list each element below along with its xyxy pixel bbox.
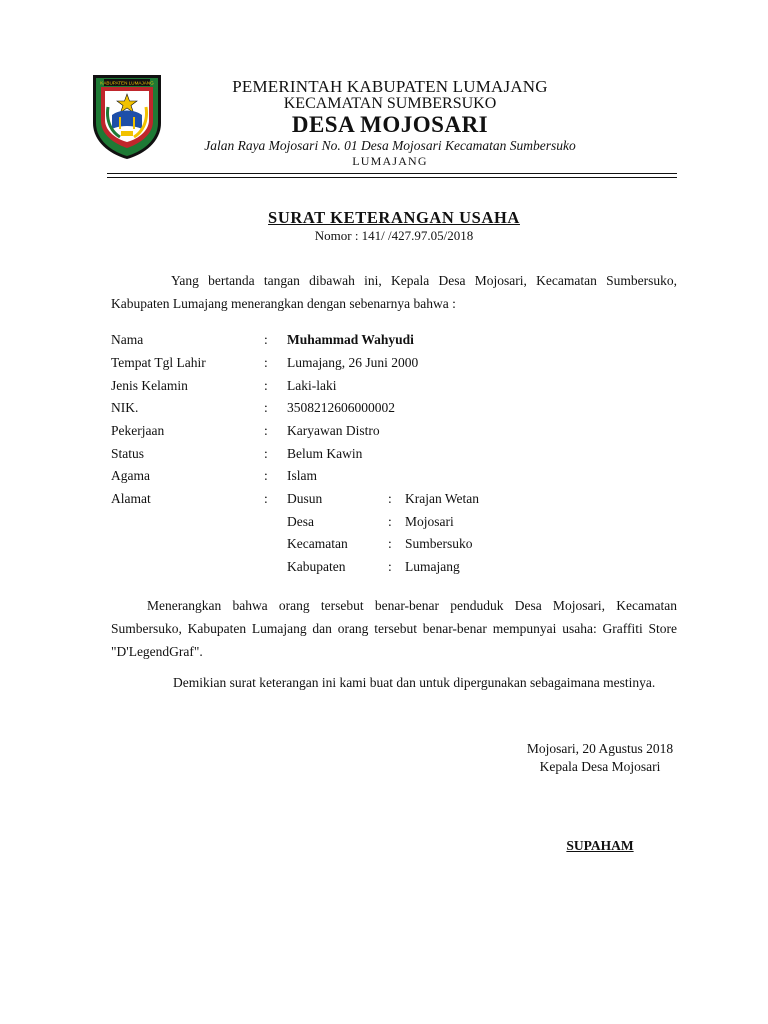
field-value-status: Belum Kawin — [287, 446, 363, 461]
letter-title: SURAT KETERANGAN USAHA — [268, 208, 520, 227]
field-colon: : — [264, 378, 268, 393]
field-value-name: Muhammad Wahyudi — [287, 332, 414, 347]
signature-place-date: Mojosari, 20 Agustus 2018 — [526, 741, 674, 756]
field-colon: : — [264, 355, 268, 370]
statement-paragraph: Menerangkan bahwa orang tersebut benar-benar penduduk Desa Mojosari, Kecamatan Sumbersuko, Kabupaten Lumajang dan orang tersebut benar-benar mempunyai usaha: Graffiti Store "D'LegendGraf". — [111, 598, 677, 659]
field-label-religion: Agama — [111, 468, 150, 483]
letterhead-divider-thin — [107, 177, 677, 178]
letterhead-district: KECAMATAN SUMBERSUKO — [283, 95, 497, 112]
field-value-gender: Laki-laki — [287, 378, 337, 393]
letterhead-village: DESA MOJOSARI — [291, 112, 489, 137]
field-colon: : — [264, 446, 268, 461]
address-value-dusun: Krajan Wetan — [405, 491, 480, 506]
field-label-address: Alamat — [111, 491, 151, 506]
address-value-kabupaten: Lumajang — [405, 559, 460, 574]
address-colon: : — [388, 514, 392, 529]
opening-paragraph: Yang bertanda tangan dibawah ini, Kepala Desa Mojosari, Kecamatan Sumbersuko, Kabupaten Lumajang menerangkan dengan sebenarnya bahwa : — [111, 273, 677, 311]
field-label-name: Nama — [111, 332, 144, 347]
field-colon: : — [264, 468, 268, 483]
field-value-religion: Islam — [287, 468, 317, 483]
letterhead-divider — [107, 173, 677, 174]
letterhead-city: LUMAJANG — [352, 154, 428, 168]
field-colon: : — [264, 332, 268, 347]
address-colon: : — [388, 491, 392, 506]
address-label-kabupaten: Kabupaten — [287, 559, 346, 574]
address-colon: : — [388, 536, 392, 551]
field-label-occupation: Pekerjaan — [111, 423, 165, 438]
letterhead-address: Jalan Raya Mojosari No. 01 Desa Mojosari Kecamatan Sumbersuko — [204, 138, 576, 153]
signature-name: SUPAHAM — [566, 838, 634, 853]
field-label-nik: NIK. — [111, 400, 139, 415]
address-label-desa: Desa — [287, 514, 314, 529]
field-label-birth: Tempat Tgl Lahir — [111, 355, 206, 370]
field-value-nik: 3508212606000002 — [287, 400, 395, 415]
address-colon: : — [388, 559, 392, 574]
address-value-kecamatan: Sumbersuko — [405, 536, 473, 551]
field-colon: : — [264, 400, 268, 415]
field-value-occupation: Karyawan Distro — [287, 423, 380, 438]
address-label-dusun: Dusun — [287, 491, 323, 506]
field-value-birth: Lumajang, 26 Juni 2000 — [287, 355, 419, 370]
letterhead-government: PEMERINTAH KABUPATEN LUMAJANG — [232, 77, 548, 96]
kabupaten-emblem-icon — [90, 71, 164, 161]
field-colon: : — [264, 491, 268, 506]
svg-text:KABUPATEN LUMAJANG: KABUPATEN LUMAJANG — [100, 80, 154, 86]
letter-number: Nomor : 141/ /427.97.05/2018 — [314, 228, 474, 243]
field-colon: : — [264, 423, 268, 438]
field-label-status: Status — [111, 446, 145, 461]
address-value-desa: Mojosari — [405, 514, 454, 529]
signature-position: Kepala Desa Mojosari — [539, 759, 661, 774]
address-label-kecamatan: Kecamatan — [287, 536, 348, 551]
field-label-gender: Jenis Kelamin — [111, 378, 188, 393]
closing-paragraph: Demikian surat keterangan ini kami buat dan untuk dipergunakan sebagaimana mestinya. — [173, 675, 656, 690]
